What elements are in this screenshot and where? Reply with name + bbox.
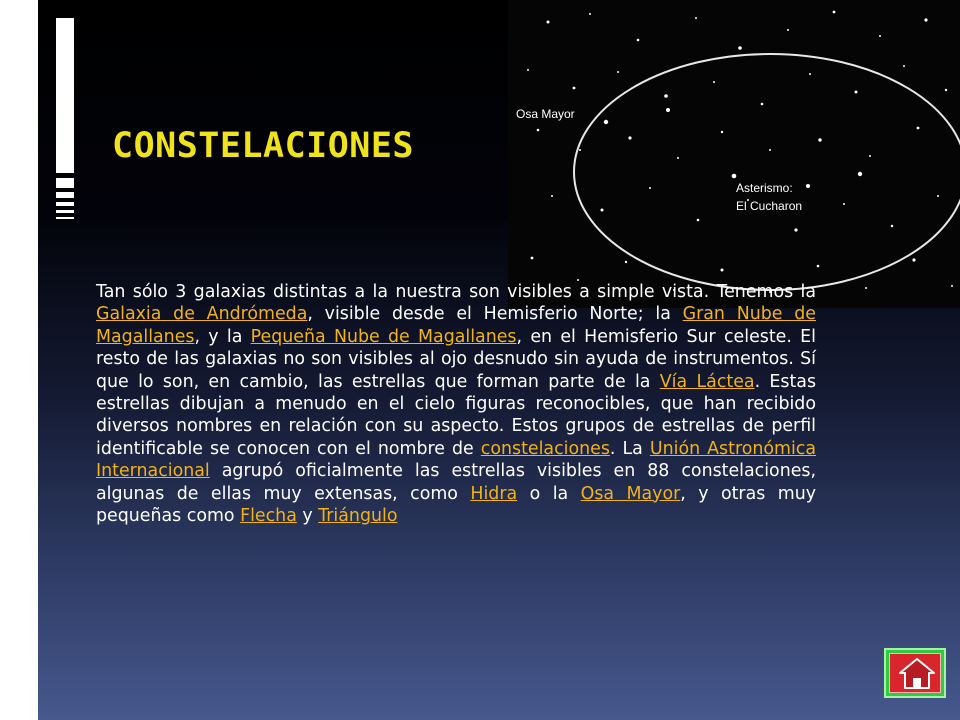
body-text-segment: , en el Hemisferio Sur celeste. El resto de las galaxias no son visibles al ojo desnudo sin ayuda de instrumentos. Sí que lo son, en cambio, las estrellas que forman parte de la [96,326,816,392]
body-text-segment: y [296,506,319,527]
left-margin [0,0,38,720]
body-text-segment: o la [517,483,581,504]
body-link[interactable]: Hidra [470,483,518,504]
body-link[interactable]: Vía Láctea [659,371,755,392]
home-button-face[interactable] [889,653,941,693]
body-link[interactable]: Flecha [240,506,297,527]
body-text-segment: , y la [194,326,251,347]
body-text-segment: agrupó oficialmente las estrellas visibles en 88 constelaciones, algunas de ellas muy extensas, como [96,461,816,504]
body-link[interactable]: constelaciones [480,438,610,459]
stripe-white-thin-2 [56,202,74,206]
body-link[interactable]: Osa Mayor [580,483,681,504]
slide-title: CONSTELACIONES [112,126,415,166]
stripe-white-thin-4 [56,217,74,219]
slide [38,0,960,720]
body-text-segment: , visible desde el Hemisferio Norte; la [307,304,683,325]
body-text-segment: . Estas estrellas dibujan a menudo en el cielo figuras reconocibles, que han recibido diversos nombres en relación con su aspecto. Estos grupos de estrellas de perfil identificable se conocen con el nombre de [96,371,817,459]
label-asterismo: Asterismo: [736,181,793,195]
body-link[interactable]: Galaxia de Andrómeda [96,304,308,325]
home-button[interactable] [884,648,946,698]
constellation-image [508,0,960,308]
body-link[interactable]: Unión Astronómica Internacional [96,438,816,482]
label-el-cucharon: El Cucharon [736,199,803,213]
body-link[interactable]: Gran Nube de Magallanes [96,304,816,347]
body-text-segment: Tan sólo 3 galaxias distintas a la nuestra son visibles a simple vista. Tenemos la [96,282,816,302]
stripe-white-top [56,18,74,173]
body-link[interactable]: Pequeña Nube de Magallanes [250,326,517,347]
home-icon [891,655,943,693]
body-text-segment: . La [609,438,650,459]
star-field-svg [508,0,960,308]
stripe-white-thin-1 [56,192,74,198]
body-link[interactable]: Triángulo [318,506,398,527]
stripe-white-thin-3 [56,210,74,213]
body-text-segment: , y otras muy pequeñas como [96,483,817,527]
stripe-white-bar [56,178,74,188]
label-osa-mayor: Osa Mayor [516,107,575,121]
slide-body-text [96,281,816,527]
